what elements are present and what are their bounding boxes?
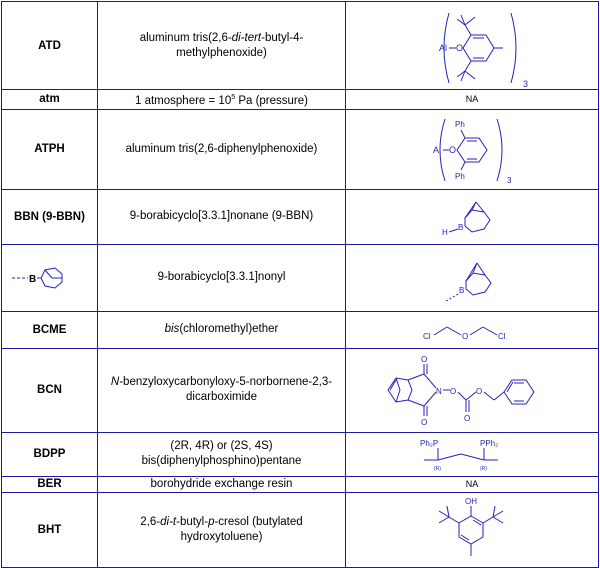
bht-structure-image [417,494,527,566]
name-cell: aluminum tris(2,6-di-tert-butyl-4-methylphenoxide) [98,2,346,90]
table-row [2,2,599,90]
bdpp-structure-image [412,434,532,474]
table-row [2,189,599,244]
svg-text:Ph: Ph [455,172,465,182]
bcn-structure-image [372,350,572,430]
abbreviation-cell: BBN (9-BBN) [2,189,98,244]
svg-text:O: O [456,42,464,53]
table-row [2,311,599,348]
borabicyclononyl-structure-image [432,249,512,307]
structure-cell [346,189,599,244]
svg-text:B: B [458,222,464,232]
svg-text:H: H [442,227,448,237]
name-cell: borohydride exchange resin [98,476,346,492]
name-cell: aluminum tris(2,6-diphenylphenoxide) [98,109,346,189]
structure-cell [346,244,599,311]
abbreviation-cell: atm [2,90,98,110]
structure-cell [346,109,599,189]
structure-cell: NA [346,90,599,110]
svg-text:O: O [462,331,469,341]
svg-text:OH: OH [465,496,477,506]
svg-text:Ph: Ph [455,120,465,130]
name-cell: N-benzyloxycarbonyloxy-5-norbornene-2,3-dicarboximide [98,348,346,432]
structure-cell [346,2,599,90]
abbreviation-cell: BHT [2,492,98,567]
svg-text:Al: Al [433,145,442,156]
svg-text:O: O [421,355,428,365]
atph-structure-image [397,111,547,187]
svg-text:O: O [476,387,483,397]
svg-text:(R): (R) [480,466,487,473]
svg-text:O: O [464,414,471,424]
abbreviation-cell [2,244,98,311]
structure-cell [346,348,599,432]
abbreviation-cell: BCME [2,311,98,348]
abbreviation-cell: ATPH [2,109,98,189]
name-cell: 2,6-di-t-butyl-p-cresol (butylated hydroxytoluene) [98,492,346,567]
structure-cell [346,311,599,348]
svg-text:B: B [459,285,465,295]
table-row [2,109,599,189]
atd-structure-image [387,3,557,89]
svg-text:O: O [449,145,457,156]
abbreviation-cell: BDPP [2,432,98,476]
svg-text:Al: Al [439,42,448,53]
svg-text:(R): (R) [434,466,441,473]
name-cell: (2R, 4R) or (2S, 4S) bis(diphenylphosphino)pentane [98,432,346,476]
structure-cell [346,432,599,476]
table-row [2,244,599,311]
bcme-structure-image [417,315,527,345]
table-row [2,492,599,567]
abbreviation-cell: BCN [2,348,98,432]
table-row [2,476,599,492]
svg-text:N: N [436,387,442,397]
abbreviation-cell: BER [2,476,98,492]
svg-text:3: 3 [507,176,512,186]
bbn-structure-image [432,192,512,242]
abbreviation-cell: ATD [2,2,98,90]
svg-text:Ph₂P: Ph₂P [420,439,439,449]
table-row [2,348,599,432]
svg-text:Cl: Cl [423,331,431,341]
structure-cell: NA [346,476,599,492]
name-cell: 9-borabicyclo[3.3.1]nonyl [98,244,346,311]
abbreviation-table [1,1,599,568]
svg-text:Cl: Cl [498,331,506,341]
table-row [2,432,599,476]
svg-text:B: B [29,273,37,285]
name-cell: bis(chloromethyl)ether [98,311,346,348]
svg-text:O: O [421,418,428,428]
table-row [2,90,599,110]
structure-cell [346,492,599,567]
name-cell: 1 atmosphere = $10^5$ Pa (pressure) [98,90,346,110]
svg-text:3: 3 [523,78,529,89]
name-cell: 9-borabicyclo[3.3.1]nonane (9-BBN) [98,189,346,244]
svg-text:O: O [450,387,457,397]
svg-text:PPh₂: PPh₂ [480,439,499,449]
borabicyclononyl-substituent-image [10,264,70,292]
